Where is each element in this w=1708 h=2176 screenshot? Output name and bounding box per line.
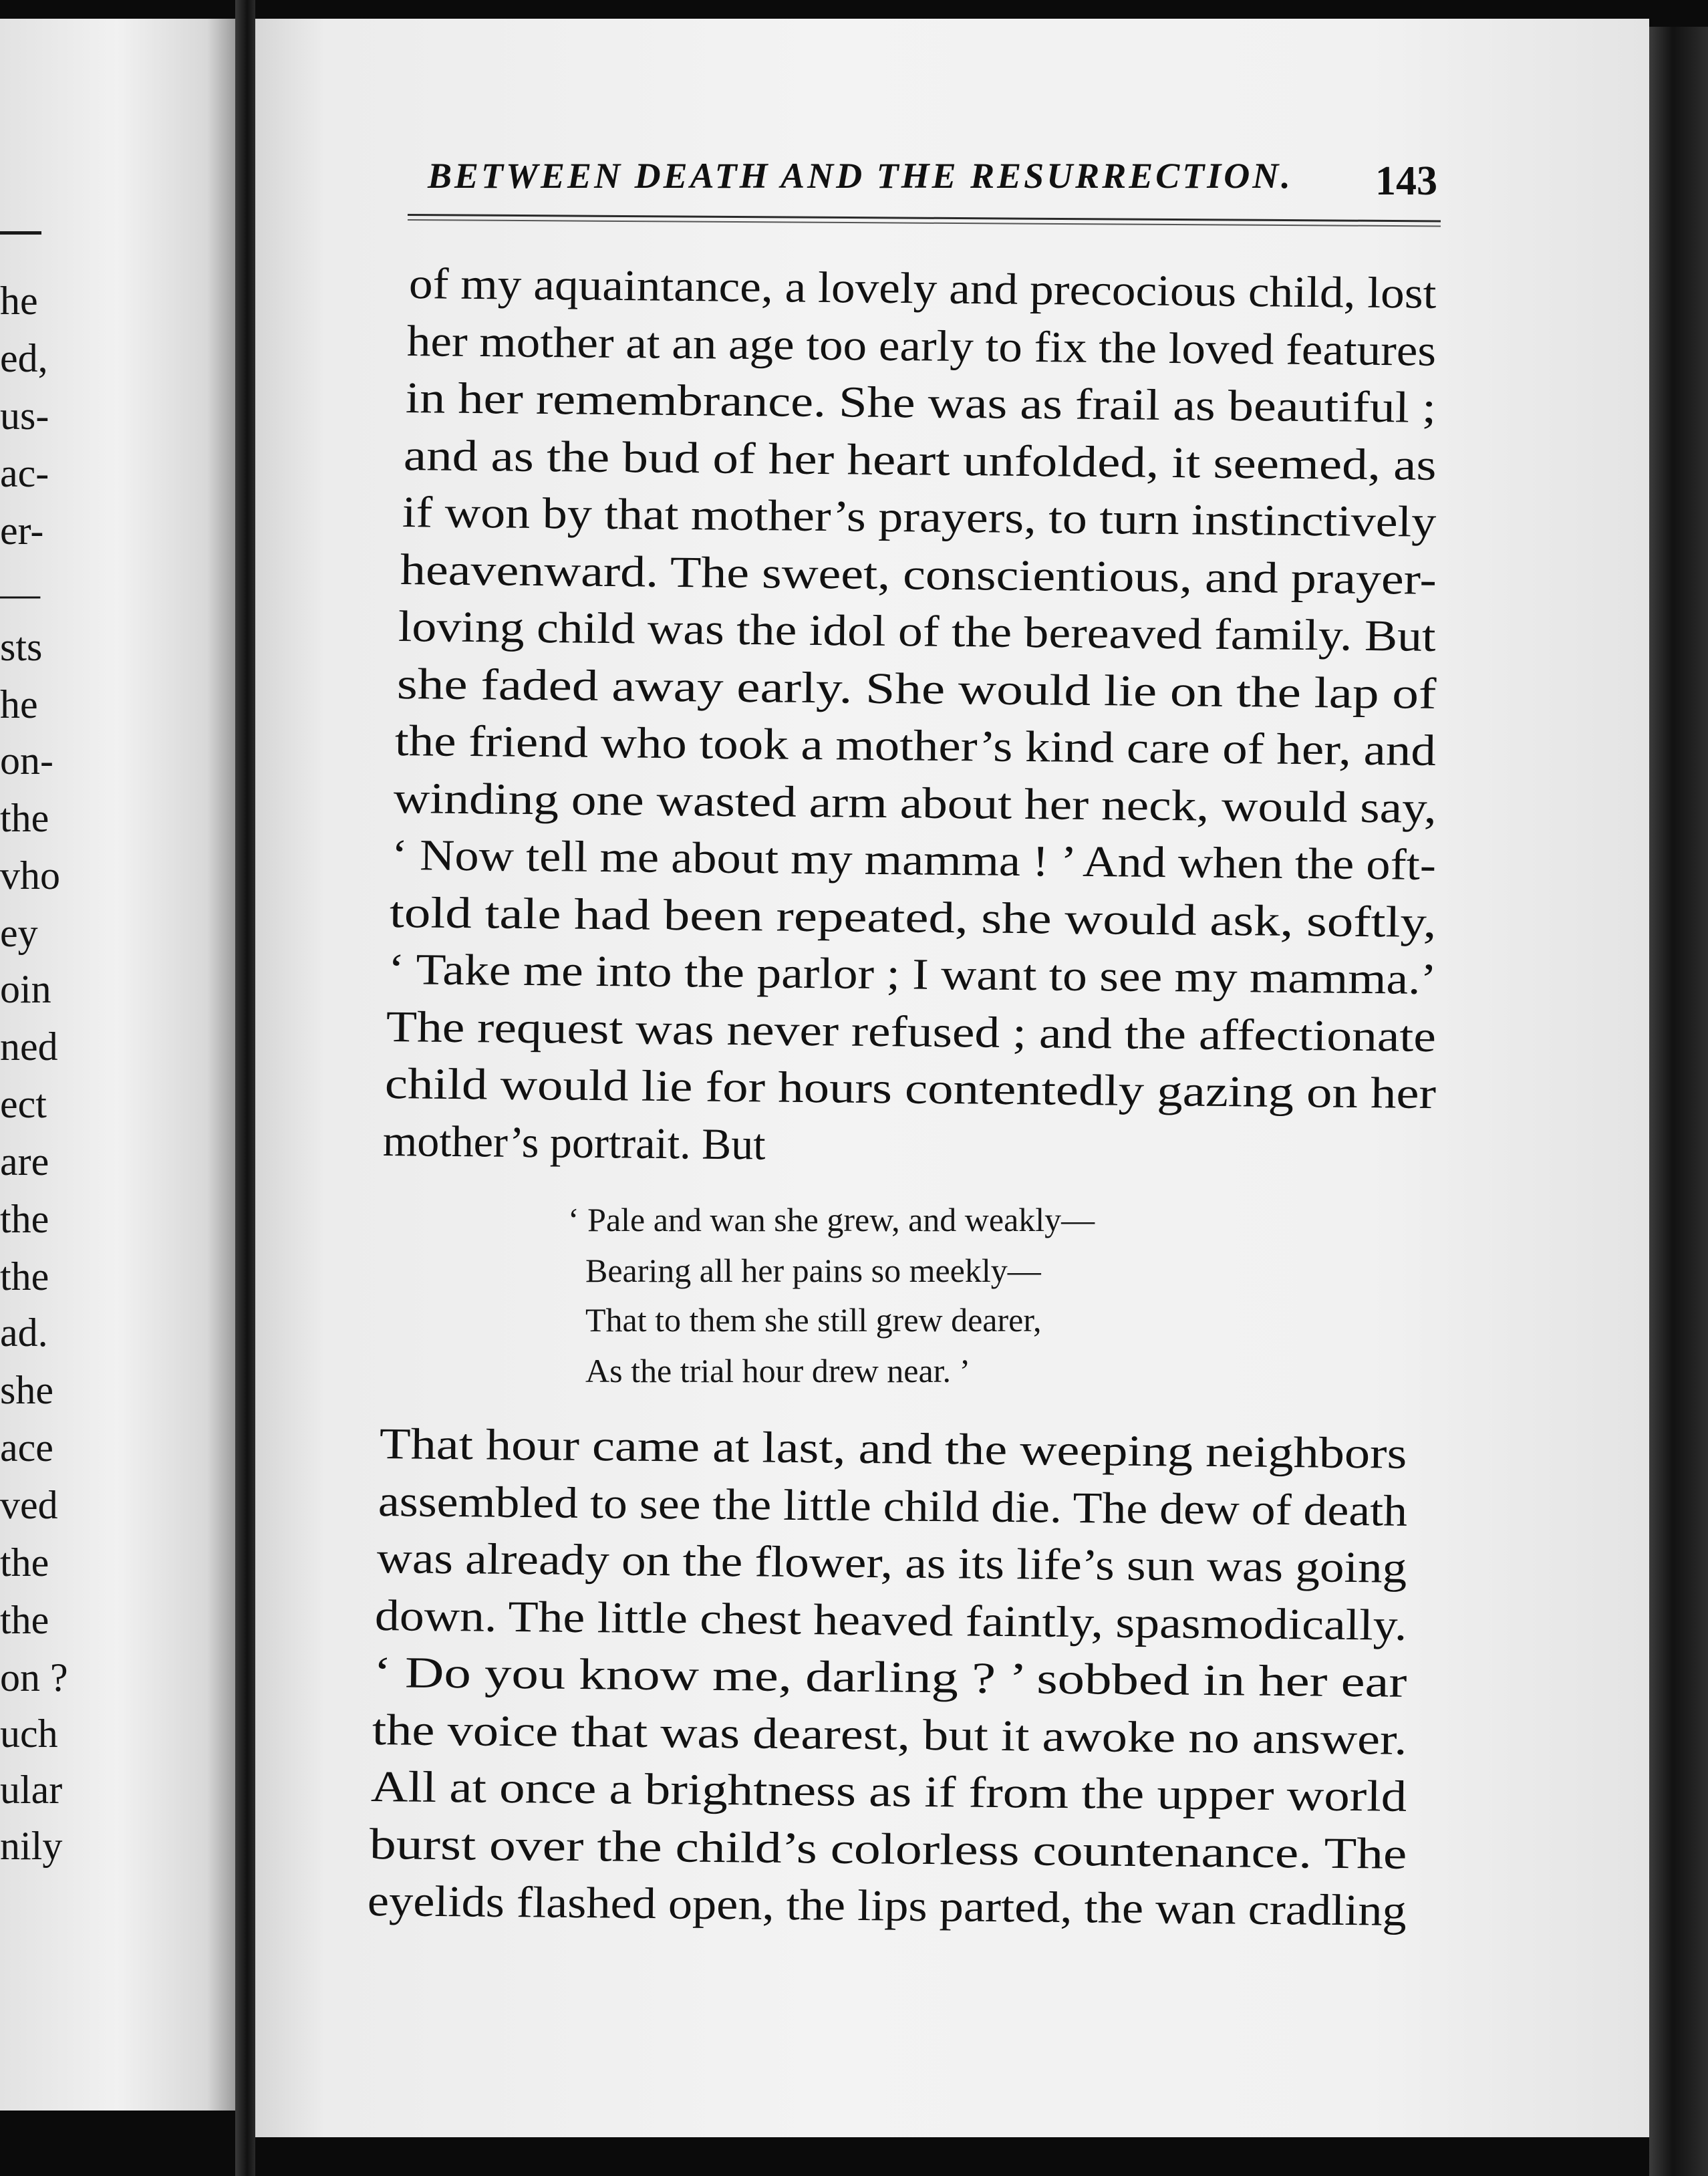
text-line: her mother at an age too early to fix the loved features bbox=[407, 316, 1437, 376]
facing-page-line-fragment: are bbox=[0, 1139, 49, 1184]
text-line: ‘ Do you know me, darling ? ’ sobbed in her ear bbox=[373, 1648, 1407, 1707]
facing-page-line-fragment: ved bbox=[0, 1483, 58, 1527]
verse-line: As the trial hour drew near. ’ bbox=[585, 1352, 971, 1389]
text-line: was already on the flower, as its life’s sun was going bbox=[376, 1534, 1407, 1593]
text-line: of my aquaintance, a lovely and precocious child, lost bbox=[408, 259, 1437, 318]
text-line: loving child was the idol of the bereaved family. But bbox=[398, 602, 1437, 661]
book-gutter bbox=[235, 0, 255, 2176]
facing-page-line-fragment: — bbox=[0, 571, 40, 616]
text-line: she faded away early. She would lie on the lap of bbox=[396, 659, 1437, 718]
facing-page-line-fragment: the bbox=[0, 1540, 49, 1585]
facing-page-line-fragment: on- bbox=[0, 738, 53, 783]
facing-page-line-fragment: he bbox=[0, 682, 38, 726]
facing-page-line-fragment: er- bbox=[0, 509, 44, 553]
text-line: That hour came at last, and the weeping neighbors bbox=[379, 1419, 1407, 1478]
text-line: burst over the child’s colorless countenance. The bbox=[369, 1819, 1407, 1879]
verse-line: ‘ Pale and wan she grew, and weakly— bbox=[568, 1201, 1095, 1238]
text-line: ‘ Take me into the parlor ; I want to see my mamma.’ bbox=[388, 945, 1437, 1004]
facing-page-line-fragment: sts bbox=[0, 625, 43, 669]
text-line: down. The little chest heaved faintly, spasmodically. bbox=[375, 1591, 1408, 1650]
facing-page-line-fragment: ad. bbox=[0, 1311, 48, 1355]
text-line: heavenward. The sweet, conscientious, and prayer- bbox=[400, 545, 1437, 604]
text-line: told tale had been repeated, she would ask, softly, bbox=[390, 888, 1437, 947]
text-line: the voice that was dearest, but it awoke no answer. bbox=[372, 1705, 1407, 1764]
text-line: ‘ Now tell me about my mamma ! ’ And when the oft- bbox=[391, 831, 1437, 890]
facing-page-line-fragment: the bbox=[0, 796, 49, 840]
facing-page-line-fragment: the bbox=[0, 1254, 49, 1299]
facing-page-line-fragment: ed, bbox=[0, 336, 48, 380]
running-head: BETWEEN DEATH AND THE RESURRECTION. bbox=[428, 156, 1293, 196]
facing-page-line-fragment: nily bbox=[0, 1824, 63, 1868]
text-line: the friend who took a mother’s kind care of her, and bbox=[394, 716, 1437, 775]
facing-page-line-fragment: the bbox=[0, 1598, 49, 1642]
text-line: assembled to see the little child die. The dew of death bbox=[378, 1476, 1408, 1536]
facing-page-line-fragment: he bbox=[0, 279, 38, 323]
text-line: The request was never refused ; and the affectionate bbox=[386, 1002, 1437, 1061]
text-line: child would lie for hours contentedly gazing on her bbox=[384, 1059, 1437, 1119]
text-line: eyelids flashed open, the lips parted, the wan cradling bbox=[368, 1877, 1407, 1935]
facing-page-line-fragment: ey bbox=[0, 911, 38, 955]
text-line: winding one wasted arm about her neck, would say, bbox=[393, 773, 1437, 833]
text-line: and as the bud of her heart unfolded, it seemed, as bbox=[403, 430, 1437, 490]
facing-page-line-fragment: she bbox=[0, 1368, 53, 1412]
facing-page-line-fragment: the bbox=[0, 1197, 49, 1241]
text-line: mother’s portrait. But bbox=[382, 1116, 766, 1169]
facing-page-rule bbox=[0, 231, 41, 235]
facing-page-line-fragment: vho bbox=[0, 853, 60, 898]
text-line: All at once a brightness as if from the upper world bbox=[370, 1762, 1407, 1821]
facing-page-line-fragment: oin bbox=[0, 967, 51, 1011]
facing-page-line-fragment: ac- bbox=[0, 451, 49, 495]
facing-page-line-fragment: us- bbox=[0, 394, 49, 438]
page-number: 143 bbox=[1375, 158, 1437, 204]
facing-page-line-fragment: on ? bbox=[0, 1655, 68, 1699]
text-line: in her remembrance. She was as frail as beautiful ; bbox=[405, 374, 1437, 432]
facing-page-line-fragment: ace bbox=[0, 1425, 53, 1470]
facing-page-line-fragment: ect bbox=[0, 1082, 47, 1126]
text-line: if won by that mother’s prayers, to turn instinctively bbox=[402, 488, 1437, 547]
facing-page-fragment bbox=[0, 19, 235, 2111]
facing-page-line-fragment: uch bbox=[0, 1712, 58, 1756]
facing-page-line-fragment: ned bbox=[0, 1025, 58, 1069]
verse-line: That to them she still grew dearer, bbox=[585, 1301, 1042, 1339]
facing-page-line-fragment: ular bbox=[0, 1768, 63, 1812]
page-edge bbox=[1649, 27, 1708, 2176]
verse-line: Bearing all her pains so meekly— bbox=[585, 1252, 1041, 1289]
